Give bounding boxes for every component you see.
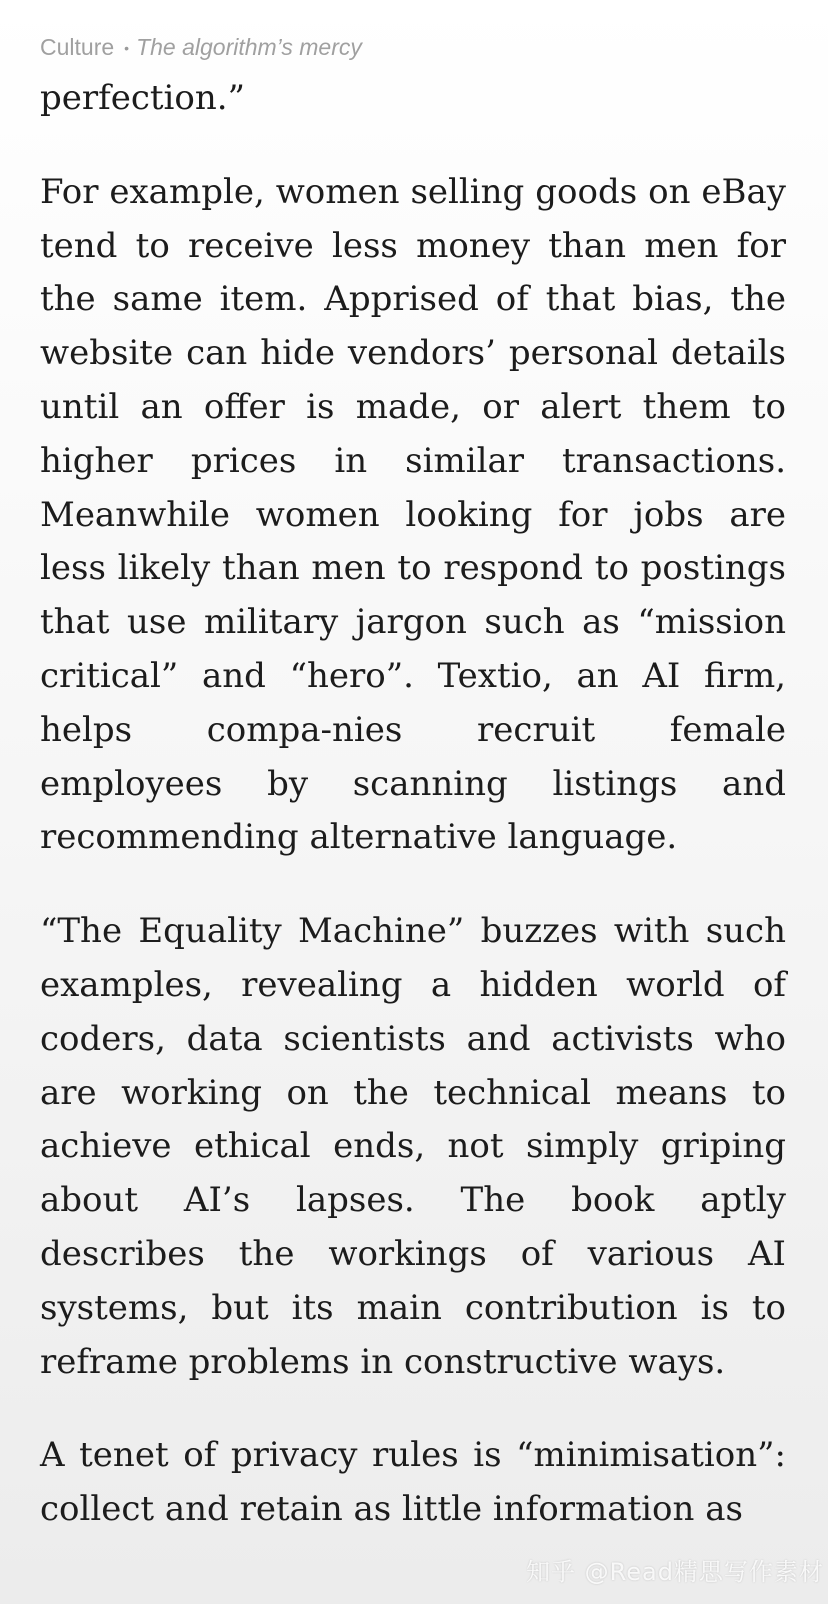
paragraph-3: “The Equality Machine” buzzes with such examples, revealing a hidden world of coders, data scientists and activists who are working on the technical means to achieve ethical ends, not simply griping about AI’s lapses. The book aptly describes the workings of various AI systems, but its main contribution is to reframe problems in constructive ways. bbox=[40, 911, 786, 1382]
paragraph-4: A tenet of privacy rules is “minimisation”: collect and retain as little information as bbox=[40, 1435, 786, 1530]
article-body bbox=[40, 72, 786, 1577]
header-separator: • bbox=[124, 39, 130, 56]
paragraph-1: perfection.” bbox=[40, 78, 245, 118]
paragraph-2: For example, women selling goods on eBay tend to receive less money than men for the same item. Apprised of that bias, the website can hide vendors’ personal details until an offer is made, or alert them to higher prices in similar transactions. Meanwhile women looking for jobs are less likely than men to respond to postings that use military jargon such as “mission critical” and “hero”. Textio, an AI firm, helps compa-nies recruit female employees by scanning listings and recommending alternative language. bbox=[40, 171, 786, 858]
section-label: Culture bbox=[40, 34, 115, 60]
watermark: 知乎 @Read精思写作素材 bbox=[526, 1558, 824, 1586]
article-header bbox=[40, 34, 362, 61]
article-title: The algorithm’s mercy bbox=[136, 34, 362, 60]
